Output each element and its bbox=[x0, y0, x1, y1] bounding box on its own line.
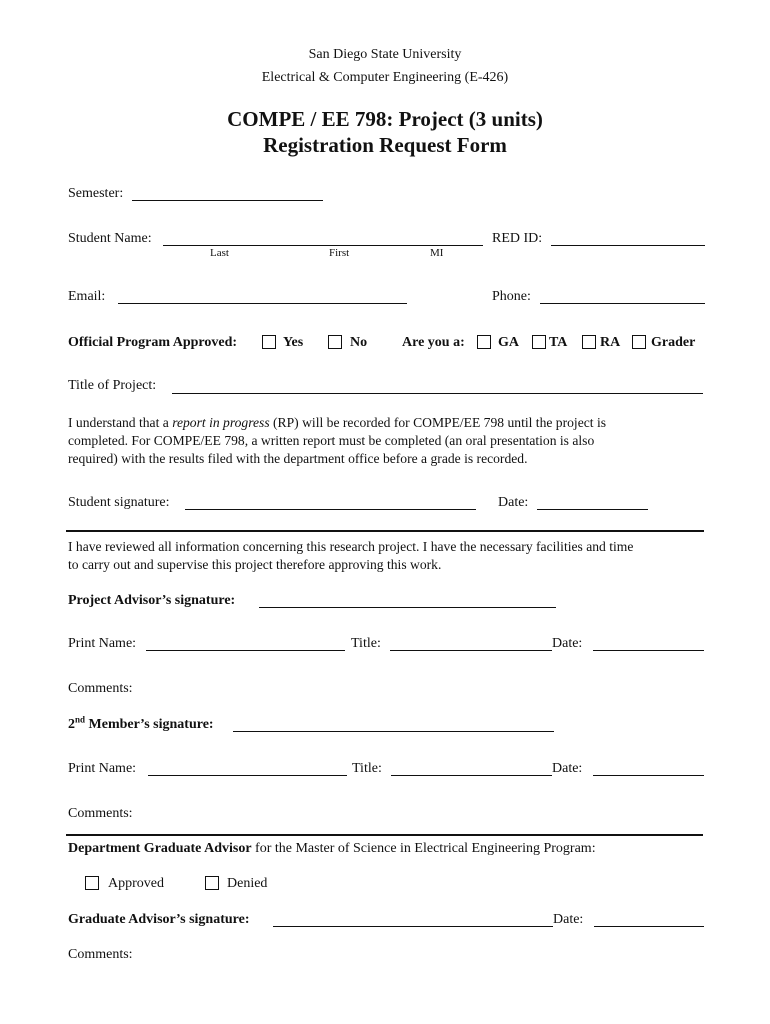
rp-statement-line-2: completed. For COMPE/EE 798, a written report must be completed (an oral presentation is also bbox=[68, 433, 595, 448]
name-sub-mi: MI bbox=[430, 247, 444, 259]
student-signature-label: Student signature: bbox=[68, 495, 170, 510]
phone-field[interactable] bbox=[540, 303, 705, 304]
red-id-label: RED ID: bbox=[492, 231, 543, 246]
phone-label: Phone: bbox=[492, 289, 531, 304]
role-grader-label: Grader bbox=[651, 335, 696, 350]
email-label: Email: bbox=[68, 289, 106, 304]
semester-field[interactable] bbox=[132, 200, 323, 201]
second-member-date-field[interactable] bbox=[593, 775, 704, 776]
university-name: San Diego State University bbox=[308, 47, 462, 62]
role-ga-label: GA bbox=[498, 335, 519, 350]
form-subtitle: Registration Request Form bbox=[263, 133, 507, 157]
role-grader-checkbox[interactable] bbox=[632, 335, 646, 349]
form-title: COMPE / EE 798: Project (3 units) bbox=[227, 107, 543, 131]
role-ta-label: TA bbox=[549, 335, 568, 350]
advisor-print-name-field[interactable] bbox=[146, 650, 345, 651]
advisor-signature-field[interactable] bbox=[259, 607, 556, 608]
second-member-signature-field[interactable] bbox=[233, 731, 554, 732]
role-ra-label: RA bbox=[600, 335, 621, 350]
grad-advisor-comments-label: Comments: bbox=[68, 947, 133, 962]
advisor-review-line-1: I have reviewed all information concerning this research project. I have the necessary facilities and time bbox=[68, 539, 634, 554]
approved-checkbox[interactable] bbox=[85, 876, 99, 890]
project-title-field[interactable] bbox=[172, 393, 703, 394]
second-member-signature-label: 2nd Member’s signature: bbox=[68, 714, 214, 732]
department-name: Electrical & Computer Engineering (E-426) bbox=[261, 70, 509, 85]
advisor-review-line-2: to carry out and supervise this project therefore approving this work. bbox=[68, 557, 442, 572]
role-ra-checkbox[interactable] bbox=[582, 335, 596, 349]
semester-label: Semester: bbox=[68, 186, 124, 201]
advisor-date-field[interactable] bbox=[593, 650, 704, 651]
name-sub-first: First bbox=[329, 247, 350, 259]
rp-statement-line-1: I understand that a report in progress (RP) will be recorded for COMPE/EE 798 until the project is bbox=[68, 415, 607, 430]
advisor-title-label: Title: bbox=[351, 636, 381, 651]
second-member-print-name-field[interactable] bbox=[148, 775, 347, 776]
red-id-field[interactable] bbox=[551, 245, 705, 246]
second-member-print-name-label: Print Name: bbox=[68, 761, 137, 776]
grad-advisor-date-field[interactable] bbox=[594, 926, 704, 927]
grad-advisor-date-label: Date: bbox=[553, 912, 584, 927]
student-name-label: Student Name: bbox=[68, 231, 152, 246]
advisor-review-statement bbox=[68, 538, 708, 574]
program-yes-checkbox[interactable] bbox=[262, 335, 276, 349]
grad-advisor-signature-field[interactable] bbox=[273, 926, 553, 927]
program-no-label: No bbox=[350, 335, 368, 350]
section-divider-1 bbox=[66, 530, 704, 532]
advisor-title-field[interactable] bbox=[390, 650, 552, 651]
rp-statement bbox=[68, 414, 708, 468]
advisor-date-label: Date: bbox=[552, 636, 583, 651]
second-member-date-label: Date: bbox=[552, 761, 583, 776]
rp-statement-line-3: required) with the results filed with the department office before a grade is recorded. bbox=[68, 451, 528, 466]
program-approved-label: Official Program Approved: bbox=[68, 335, 238, 350]
grad-advisor-signature-label: Graduate Advisor’s signature: bbox=[68, 912, 250, 927]
second-member-comments-label: Comments: bbox=[68, 806, 133, 821]
student-name-field[interactable] bbox=[163, 245, 483, 246]
student-date-label: Date: bbox=[498, 495, 529, 510]
project-title-label: Title of Project: bbox=[68, 378, 157, 393]
are-you-label: Are you a: bbox=[402, 335, 465, 350]
section-divider-2 bbox=[66, 834, 703, 836]
denied-checkbox[interactable] bbox=[205, 876, 219, 890]
advisor-signature-label: Project Advisor’s signature: bbox=[68, 593, 236, 608]
second-member-title-label: Title: bbox=[352, 761, 382, 776]
role-ta-checkbox[interactable] bbox=[532, 335, 546, 349]
student-signature-field[interactable] bbox=[185, 509, 476, 510]
approved-label: Approved bbox=[108, 876, 164, 891]
email-field[interactable] bbox=[118, 303, 407, 304]
grad-advisor-heading: Department Graduate Advisor for the Master of Science in Electrical Engineering Program: bbox=[68, 841, 596, 856]
advisor-print-name-label: Print Name: bbox=[68, 636, 137, 651]
role-ga-checkbox[interactable] bbox=[477, 335, 491, 349]
denied-label: Denied bbox=[227, 876, 268, 891]
name-sub-last: Last bbox=[210, 247, 229, 259]
program-no-checkbox[interactable] bbox=[328, 335, 342, 349]
second-member-title-field[interactable] bbox=[391, 775, 552, 776]
program-yes-label: Yes bbox=[283, 335, 304, 350]
advisor-comments-label: Comments: bbox=[68, 681, 133, 696]
student-date-field[interactable] bbox=[537, 509, 648, 510]
